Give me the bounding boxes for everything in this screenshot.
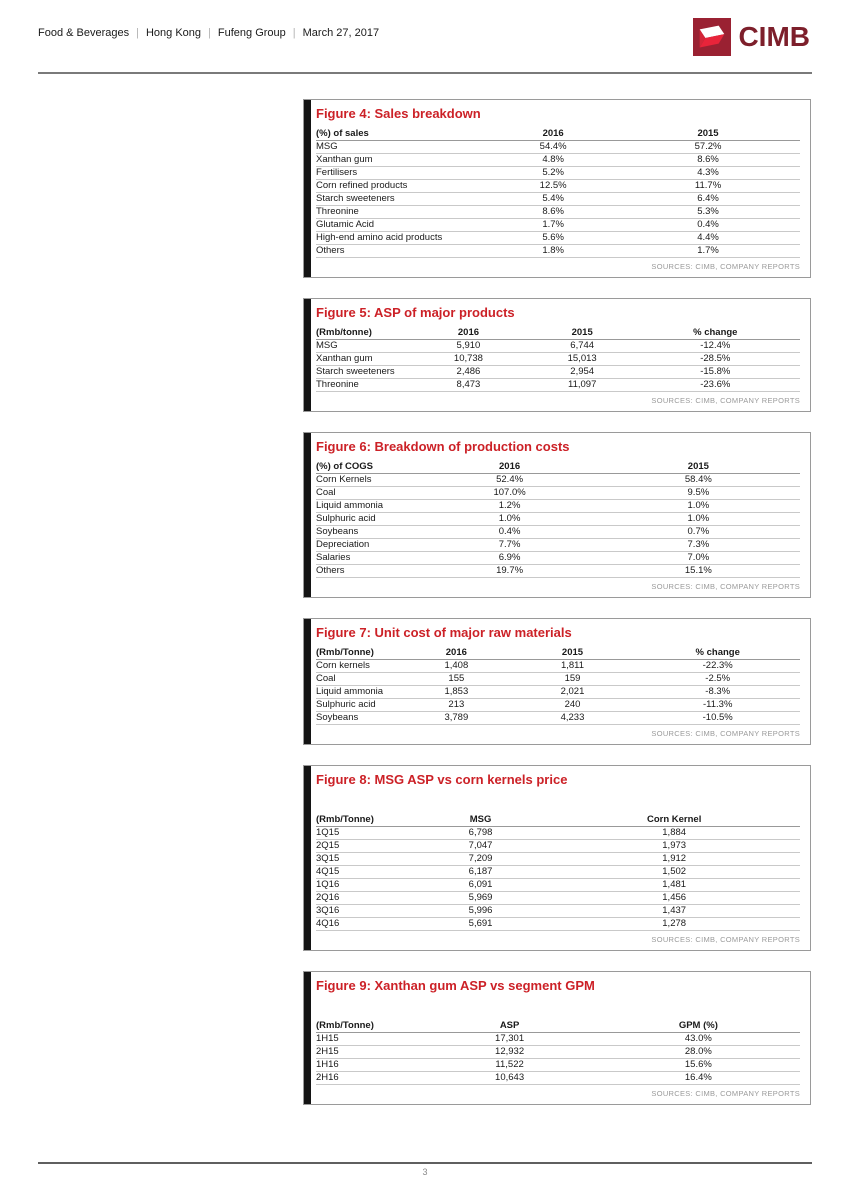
table-cell: 1,456 <box>548 892 800 905</box>
breadcrumb-separator: | <box>208 27 211 39</box>
column-header: GPM (%) <box>597 1019 800 1033</box>
table-cell: 3,789 <box>403 712 509 725</box>
table-cell: 7,209 <box>413 853 549 866</box>
table-cell: 1.7% <box>616 245 800 258</box>
table-row <box>316 167 800 180</box>
table-cell: Fertilisers <box>316 167 490 180</box>
table-cell: Liquid ammonia <box>316 500 422 513</box>
table-cell: 8.6% <box>490 206 616 219</box>
table-cell: 52.4% <box>422 474 596 487</box>
figure-table <box>316 813 800 931</box>
table-row <box>316 853 800 866</box>
table-cell: 155 <box>403 673 509 686</box>
figure-box-8 <box>303 765 811 951</box>
figure-table <box>316 646 800 725</box>
table-row <box>316 340 800 353</box>
table-cell: Threonine <box>316 206 490 219</box>
table-cell: 1.2% <box>422 500 596 513</box>
table-cell: Corn Kernels <box>316 474 422 487</box>
table-row <box>316 840 800 853</box>
breadcrumb-item: Food & Beverages <box>38 27 130 39</box>
breadcrumb-separator: | <box>136 27 139 39</box>
table-cell: 1,278 <box>548 918 800 931</box>
table-cell: 54.4% <box>490 141 616 154</box>
table-cell: 7.7% <box>422 539 596 552</box>
table-row <box>316 245 800 258</box>
document-header <box>38 0 812 72</box>
table-cell: 1.0% <box>597 500 800 513</box>
table-cell: -28.5% <box>631 353 800 366</box>
column-header: 2016 <box>490 127 616 141</box>
column-header: 2016 <box>403 326 534 340</box>
figure-table <box>316 326 800 392</box>
title-gap <box>316 793 800 813</box>
figure-table <box>316 127 800 258</box>
table-cell: -23.6% <box>631 379 800 392</box>
table-cell: Others <box>316 565 422 578</box>
table-cell: -10.5% <box>635 712 800 725</box>
figure-box-5 <box>303 298 811 412</box>
table-cell: 1H16 <box>316 1059 422 1072</box>
table-cell: -8.3% <box>635 686 800 699</box>
figure-box-6 <box>303 432 811 598</box>
table-cell: 6,744 <box>534 340 631 353</box>
table-cell: Soybeans <box>316 712 403 725</box>
figure-box-7 <box>303 618 811 745</box>
table-cell: 4.4% <box>616 232 800 245</box>
column-header: (%) of COGS <box>316 460 422 474</box>
table-cell: 19.7% <box>422 565 596 578</box>
column-header: 2016 <box>422 460 596 474</box>
table-cell: Depreciation <box>316 539 422 552</box>
table-header-row <box>316 326 800 340</box>
table-cell: 1,853 <box>403 686 509 699</box>
table-cell: 1H15 <box>316 1033 422 1046</box>
header-divider <box>38 72 812 74</box>
table-cell: 2,486 <box>403 366 534 379</box>
table-cell: Xanthan gum <box>316 154 490 167</box>
table-cell: 6,187 <box>413 866 549 879</box>
column-header: Corn Kernel <box>548 813 800 827</box>
breadcrumb-item: Hong Kong <box>145 27 202 39</box>
table-cell: 1,481 <box>548 879 800 892</box>
table-cell: 1,811 <box>510 660 636 673</box>
table-header-row <box>316 127 800 141</box>
table-row <box>316 379 800 392</box>
source-note: SOURCES: CIMB, COMPANY REPORTS <box>651 396 800 405</box>
column-header: 2015 <box>597 460 800 474</box>
source-note: SOURCES: CIMB, COMPANY REPORTS <box>651 1089 800 1098</box>
page-number: 3 <box>422 1167 428 1177</box>
table-cell: 0.7% <box>597 526 800 539</box>
table-row <box>316 232 800 245</box>
table-cell: 1,884 <box>548 827 800 840</box>
table-cell: 11.7% <box>616 180 800 193</box>
column-header: 2015 <box>510 646 636 660</box>
table-row <box>316 552 800 565</box>
table-header-row <box>316 646 800 660</box>
table-cell: 5.2% <box>490 167 616 180</box>
table-cell: 9.5% <box>597 487 800 500</box>
table-row <box>316 686 800 699</box>
table-row <box>316 1072 800 1085</box>
figure-title: Figure 5: ASP of major products <box>316 305 515 320</box>
table-cell: 213 <box>403 699 509 712</box>
table-cell: 1Q15 <box>316 827 413 840</box>
table-cell: Starch sweeteners <box>316 366 403 379</box>
table-row <box>316 219 800 232</box>
table-cell: 17,301 <box>422 1033 596 1046</box>
table-cell: 1,408 <box>403 660 509 673</box>
figure-table <box>316 1019 800 1085</box>
table-row <box>316 513 800 526</box>
table-cell: 5.3% <box>616 206 800 219</box>
table-cell: Others <box>316 245 490 258</box>
column-header: 2016 <box>403 646 509 660</box>
table-cell: 2Q15 <box>316 840 413 853</box>
table-cell: Starch sweeteners <box>316 193 490 206</box>
table-row <box>316 879 800 892</box>
table-row <box>316 1033 800 1046</box>
table-cell: MSG <box>316 141 490 154</box>
table-row <box>316 180 800 193</box>
table-cell: 16.4% <box>597 1072 800 1085</box>
table-header-row <box>316 1019 800 1033</box>
table-row <box>316 866 800 879</box>
source-note: SOURCES: CIMB, COMPANY REPORTS <box>651 935 800 944</box>
table-row <box>316 500 800 513</box>
table-cell: -12.4% <box>631 340 800 353</box>
table-cell: 1,912 <box>548 853 800 866</box>
table-cell: 1Q16 <box>316 879 413 892</box>
table-cell: 58.4% <box>597 474 800 487</box>
table-cell: High-end amino acid products <box>316 232 490 245</box>
table-cell: 10,643 <box>422 1072 596 1085</box>
column-header: (Rmb/Tonne) <box>316 646 403 660</box>
table-row <box>316 660 800 673</box>
table-cell: Sulphuric acid <box>316 513 422 526</box>
table-row <box>316 827 800 840</box>
column-header: MSG <box>413 813 549 827</box>
table-cell: -2.5% <box>635 673 800 686</box>
table-cell: 0.4% <box>422 526 596 539</box>
table-cell: -22.3% <box>635 660 800 673</box>
source-note: SOURCES: CIMB, COMPANY REPORTS <box>651 729 800 738</box>
table-cell: 6.9% <box>422 552 596 565</box>
table-cell: 15.6% <box>597 1059 800 1072</box>
figure-title: Figure 7: Unit cost of major raw materials <box>316 625 572 640</box>
table-header-row <box>316 813 800 827</box>
table-cell: 3Q16 <box>316 905 413 918</box>
table-row <box>316 918 800 931</box>
table-cell: 0.4% <box>616 219 800 232</box>
table-cell: 7.0% <box>597 552 800 565</box>
figure-title: Figure 8: MSG ASP vs corn kernels price <box>316 772 568 787</box>
table-row <box>316 565 800 578</box>
cimb-logo-icon <box>693 18 731 56</box>
table-cell: 12,932 <box>422 1046 596 1059</box>
table-cell: 4Q16 <box>316 918 413 931</box>
table-cell: 5,910 <box>403 340 534 353</box>
table-cell: 3Q15 <box>316 853 413 866</box>
table-row <box>316 905 800 918</box>
breadcrumb-separator: | <box>292 27 296 39</box>
table-cell: Coal <box>316 487 422 500</box>
table-cell: 4,233 <box>510 712 636 725</box>
table-row <box>316 487 800 500</box>
table-cell: 11,522 <box>422 1059 596 1072</box>
table-cell: Salaries <box>316 552 422 565</box>
table-cell: 2,021 <box>510 686 636 699</box>
table-cell: MSG <box>316 340 403 353</box>
table-cell: 5,691 <box>413 918 549 931</box>
cimb-logo <box>693 18 810 56</box>
table-cell: 6.4% <box>616 193 800 206</box>
table-row <box>316 206 800 219</box>
column-header: (Rmb/tonne) <box>316 326 403 340</box>
table-row <box>316 526 800 539</box>
table-cell: Soybeans <box>316 526 422 539</box>
column-header: (%) of sales <box>316 127 490 141</box>
table-cell: 2,954 <box>534 366 631 379</box>
table-cell: 1.7% <box>490 219 616 232</box>
table-row <box>316 154 800 167</box>
table-cell: Corn refined products <box>316 180 490 193</box>
column-header: 2015 <box>534 326 631 340</box>
table-row <box>316 539 800 552</box>
table-cell: 4.3% <box>616 167 800 180</box>
table-cell: Liquid ammonia <box>316 686 403 699</box>
table-cell: 1,973 <box>548 840 800 853</box>
breadcrumb-item: Fufeng Group <box>217 27 286 39</box>
figure-title: Figure 9: Xanthan gum ASP vs segment GPM <box>316 978 595 993</box>
table-cell: 1.0% <box>597 513 800 526</box>
figure-title: Figure 4: Sales breakdown <box>316 106 481 121</box>
table-cell: 240 <box>510 699 636 712</box>
table-cell: 4Q15 <box>316 866 413 879</box>
source-note: SOURCES: CIMB, COMPANY REPORTS <box>651 582 800 591</box>
table-row <box>316 366 800 379</box>
table-cell: 4.8% <box>490 154 616 167</box>
table-cell: 10,738 <box>403 353 534 366</box>
table-cell: 1.8% <box>490 245 616 258</box>
table-cell: Corn kernels <box>316 660 403 673</box>
table-row <box>316 1046 800 1059</box>
figures <box>303 99 811 1125</box>
table-cell: 8,473 <box>403 379 534 392</box>
table-cell: -15.8% <box>631 366 800 379</box>
table-row <box>316 1059 800 1072</box>
table-cell: 5,969 <box>413 892 549 905</box>
table-header-row <box>316 460 800 474</box>
table-cell: 7.3% <box>597 539 800 552</box>
cimb-logo-text: CIMB <box>738 21 810 52</box>
table-cell: 6,798 <box>413 827 549 840</box>
table-row <box>316 474 800 487</box>
table-cell: 11,097 <box>534 379 631 392</box>
table-cell: 43.0% <box>597 1033 800 1046</box>
table-cell: 57.2% <box>616 141 800 154</box>
table-row <box>316 892 800 905</box>
table-cell: Glutamic Acid <box>316 219 490 232</box>
footer-divider <box>38 1162 812 1164</box>
column-header: ASP <box>422 1019 596 1033</box>
table-cell: 6,091 <box>413 879 549 892</box>
column-header: % change <box>635 646 800 660</box>
table-cell: 1.0% <box>422 513 596 526</box>
table-cell: 8.6% <box>616 154 800 167</box>
table-cell: 15.1% <box>597 565 800 578</box>
table-row <box>316 673 800 686</box>
table-cell: Sulphuric acid <box>316 699 403 712</box>
table-row <box>316 712 800 725</box>
table-row <box>316 353 800 366</box>
table-cell: 1,502 <box>548 866 800 879</box>
table-cell: 15,013 <box>534 353 631 366</box>
column-header: % change <box>631 326 800 340</box>
table-row <box>316 193 800 206</box>
table-cell: 159 <box>510 673 636 686</box>
table-cell: 5.6% <box>490 232 616 245</box>
table-cell: 5.4% <box>490 193 616 206</box>
column-header: (Rmb/Tonne) <box>316 1019 422 1033</box>
source-note: SOURCES: CIMB, COMPANY REPORTS <box>651 262 800 271</box>
figure-box-9 <box>303 971 811 1105</box>
table-cell: Coal <box>316 673 403 686</box>
table-cell: -11.3% <box>635 699 800 712</box>
table-cell: 7,047 <box>413 840 549 853</box>
table-cell: Threonine <box>316 379 403 392</box>
breadcrumb-item: March 27, 2017 <box>302 27 380 39</box>
table-cell: 107.0% <box>422 487 596 500</box>
breadcrumb <box>38 27 379 39</box>
table-cell: 2H16 <box>316 1072 422 1085</box>
column-header: 2015 <box>616 127 800 141</box>
table-cell: 1,437 <box>548 905 800 918</box>
figure-title: Figure 6: Breakdown of production costs <box>316 439 570 454</box>
figure-table <box>316 460 800 578</box>
table-row <box>316 141 800 154</box>
table-cell: 5,996 <box>413 905 549 918</box>
title-gap <box>316 999 800 1019</box>
figure-box-4 <box>303 99 811 278</box>
table-row <box>316 699 800 712</box>
table-cell: 28.0% <box>597 1046 800 1059</box>
table-cell: Xanthan gum <box>316 353 403 366</box>
table-cell: 2H15 <box>316 1046 422 1059</box>
column-header: (Rmb/Tonne) <box>316 813 413 827</box>
table-cell: 12.5% <box>490 180 616 193</box>
table-cell: 2Q16 <box>316 892 413 905</box>
